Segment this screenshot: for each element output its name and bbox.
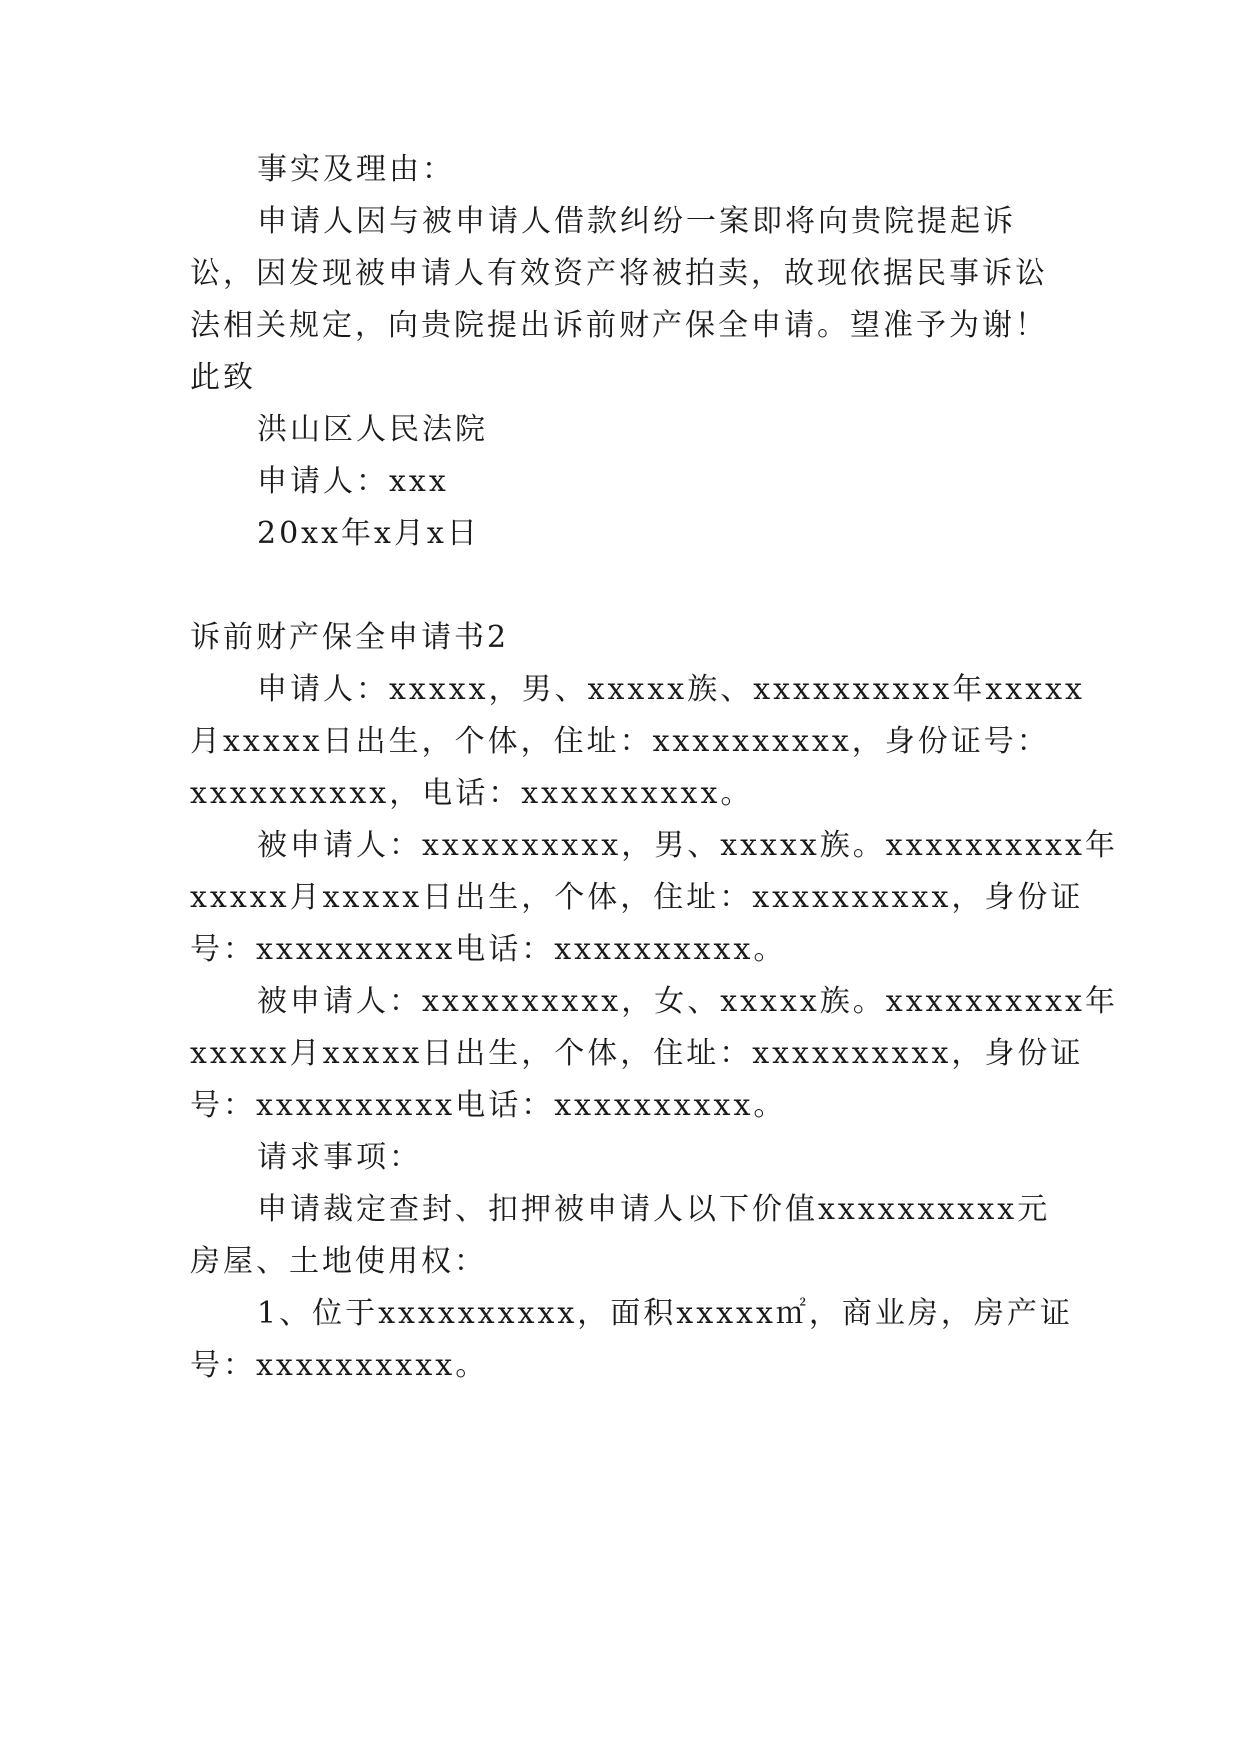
salutation: 此致 xyxy=(190,360,256,395)
paragraph-line: 申请人：xxxxx，男、xxxxx族、xxxxxxxxxx年xxxxx xyxy=(257,672,1085,707)
paragraph-line: 讼，因发现被申请人有效资产将被拍卖，故现依据民事诉讼 xyxy=(190,256,1048,291)
paragraph-line: xxxxx月xxxxx日出生，个体，住址：xxxxxxxxxx，身份证 xyxy=(190,1036,1084,1071)
facts-heading: 事实及理由： xyxy=(257,152,455,187)
paragraph-line: 号：xxxxxxxxxx电话：xxxxxxxxxx。 xyxy=(190,1088,787,1123)
paragraph-line: 房屋、土地使用权： xyxy=(190,1244,487,1279)
paragraph-line: 号：xxxxxxxxxx电话：xxxxxxxxxx。 xyxy=(190,932,787,967)
paragraph-line: xxxxxxxxxx，电话：xxxxxxxxxx。 xyxy=(190,776,754,811)
paragraph-line: xxxxx月xxxxx日出生，个体，住址：xxxxxxxxxx，身份证 xyxy=(190,880,1084,915)
paragraph-line: 被申请人：xxxxxxxxxx，男、xxxxx族。xxxxxxxxxx年 xyxy=(257,828,1118,863)
request-heading: 请求事项： xyxy=(257,1140,422,1175)
paragraph-line: 月xxxxx日出生，个体，住址：xxxxxxxxxx，身份证号： xyxy=(190,724,1050,759)
court-name: 洪山区人民法院 xyxy=(257,412,488,447)
paragraph-line: 被申请人：xxxxxxxxxx，女、xxxxx族。xxxxxxxxxx年 xyxy=(257,984,1118,1019)
document-title: 诉前财产保全申请书2 xyxy=(190,620,510,655)
paragraph-line: 申请人因与被申请人借款纠纷一案即将向贵院提起诉 xyxy=(257,204,1016,239)
paragraph-line: 1、位于xxxxxxxxxx，面积xxxxx㎡，商业房，房产证 xyxy=(257,1296,1073,1331)
paragraph-line: 号：xxxxxxxxxx。 xyxy=(190,1348,489,1383)
paragraph-line: 申请裁定查封、扣押被申请人以下价值xxxxxxxxxx元 xyxy=(257,1192,1051,1227)
applicant-signature: 申请人：xxx xyxy=(257,464,449,499)
paragraph-line: 法相关规定，向贵院提出诉前财产保全申请。望准予为谢！ xyxy=(190,308,1048,343)
date-line: 20xx年x月x日 xyxy=(257,516,480,551)
